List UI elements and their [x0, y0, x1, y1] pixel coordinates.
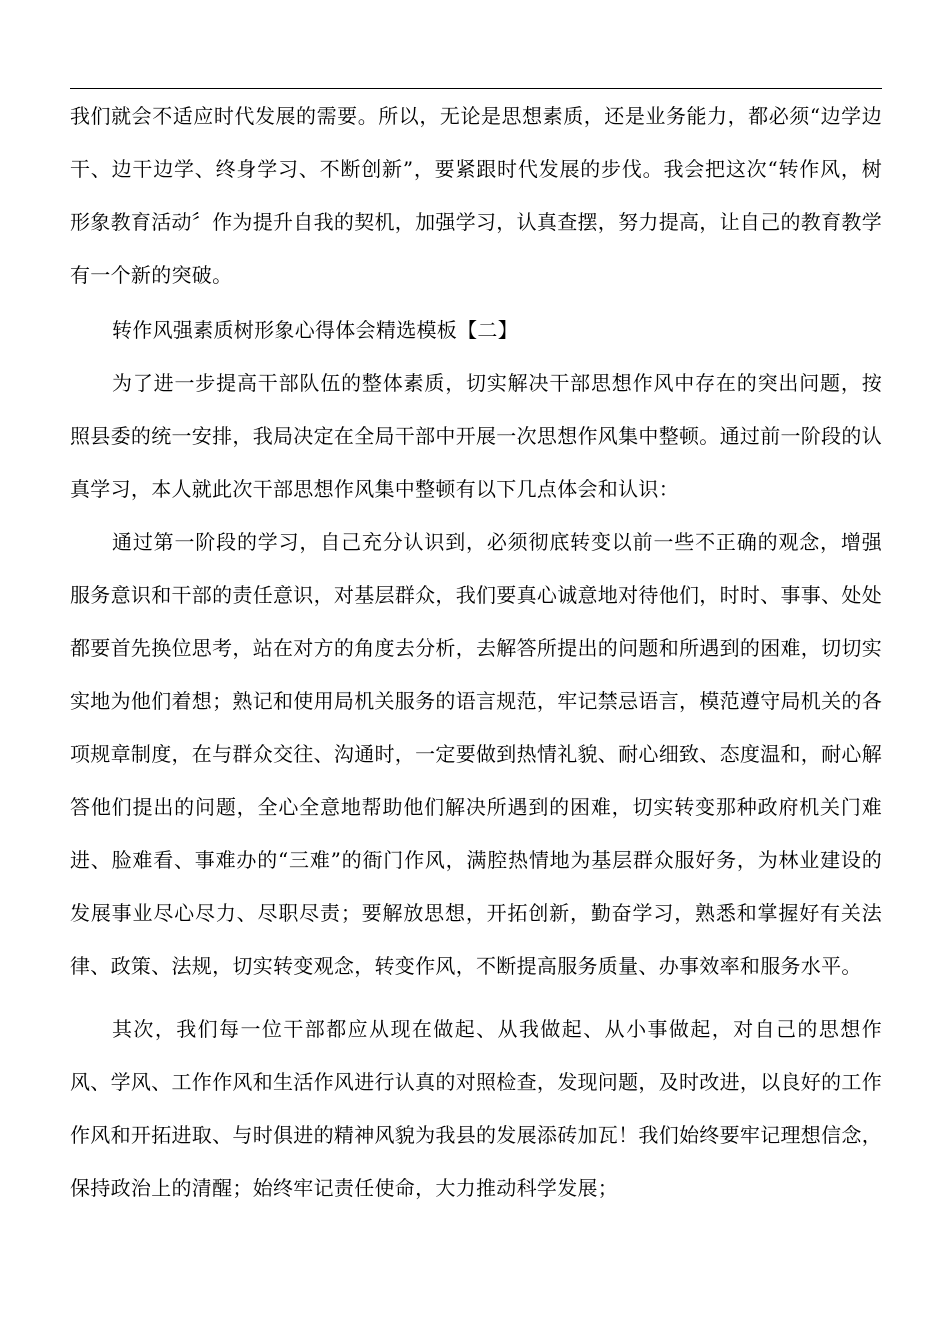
- paragraph-intro: 为了进一步提高干部队伍的整体素质，切实解决干部思想作风中存在的突出问题，按照县委的统一安排，我局决定在全局干部中开展一次思想作风集中整顿。通过前一阶段的认真学习，本人就此次干部思想作风集中整顿有以下几点体会和认识：: [70, 371, 882, 501]
- paragraph-gap: [70, 993, 882, 1003]
- paragraph-continuation: 我们就会不适应时代发展的需要。所以，无论是思想素质，还是业务能力，都必须“边学边干、边干边学、终身学习、不断创新”，要紧跟时代发展的步伐。我会把这次“转作风，树形象教育活动〞作为提升自我的契机，加强学习，认真查摆，努力提高，让自己的教育教学有一个新的突破。: [70, 104, 882, 287]
- header-rule: [70, 88, 882, 89]
- paragraph-first-point: 通过第一阶段的学习，自己充分认识到，必须彻底转变以前一些不正确的观念，增强服务意识和干部的责任意识，对基层群众，我们要真心诚意地对待他们，时时、事事、处处都要首先换位思考，站在对方的角度去分析，去解答所提出的问题和所遇到的困难，切切实实地为他们着想；熟记和使用局机关服务的语言规范，牢记禁忌语言，模范遵守局机关的各项规章制度，在与群众交往、沟通时，一定要做到热情礼貌、耐心细致、态度温和，耐心解答他们提出的问题，全心全意地帮助他们解决所遇到的困难，切实转变那种政府机关门难进、脸难看、事难办的“三难”的衙门作风，满腔热情地为基层群众服好务，为林业建设的发展事业尽心尽力、尽职尽责；要解放思想，开拓创新，勤奋学习，熟悉和掌握好有关法律、政策、法规，切实转变观念，转变作风，不断提高服务质量、办事效率和服务水平。: [70, 530, 882, 978]
- document-body: [70, 90, 882, 1215]
- section-heading: 转作风强素质树形象心得体会精选模板【二】: [112, 318, 518, 342]
- paragraph-second-point: 其次，我们每一位干部都应从现在做起、从我做起、从小事做起，对自己的思想作风、学风、工作作风和生活作风进行认真的对照检查，发现问题，及时改进，以良好的工作作风和开拓进取、与时俱进的精神风貌为我县的发展添砖加瓦！我们始终要牢记理想信念，保持政治上的清醒；始终牢记责任使命，大力推动科学发展；: [70, 1017, 882, 1200]
